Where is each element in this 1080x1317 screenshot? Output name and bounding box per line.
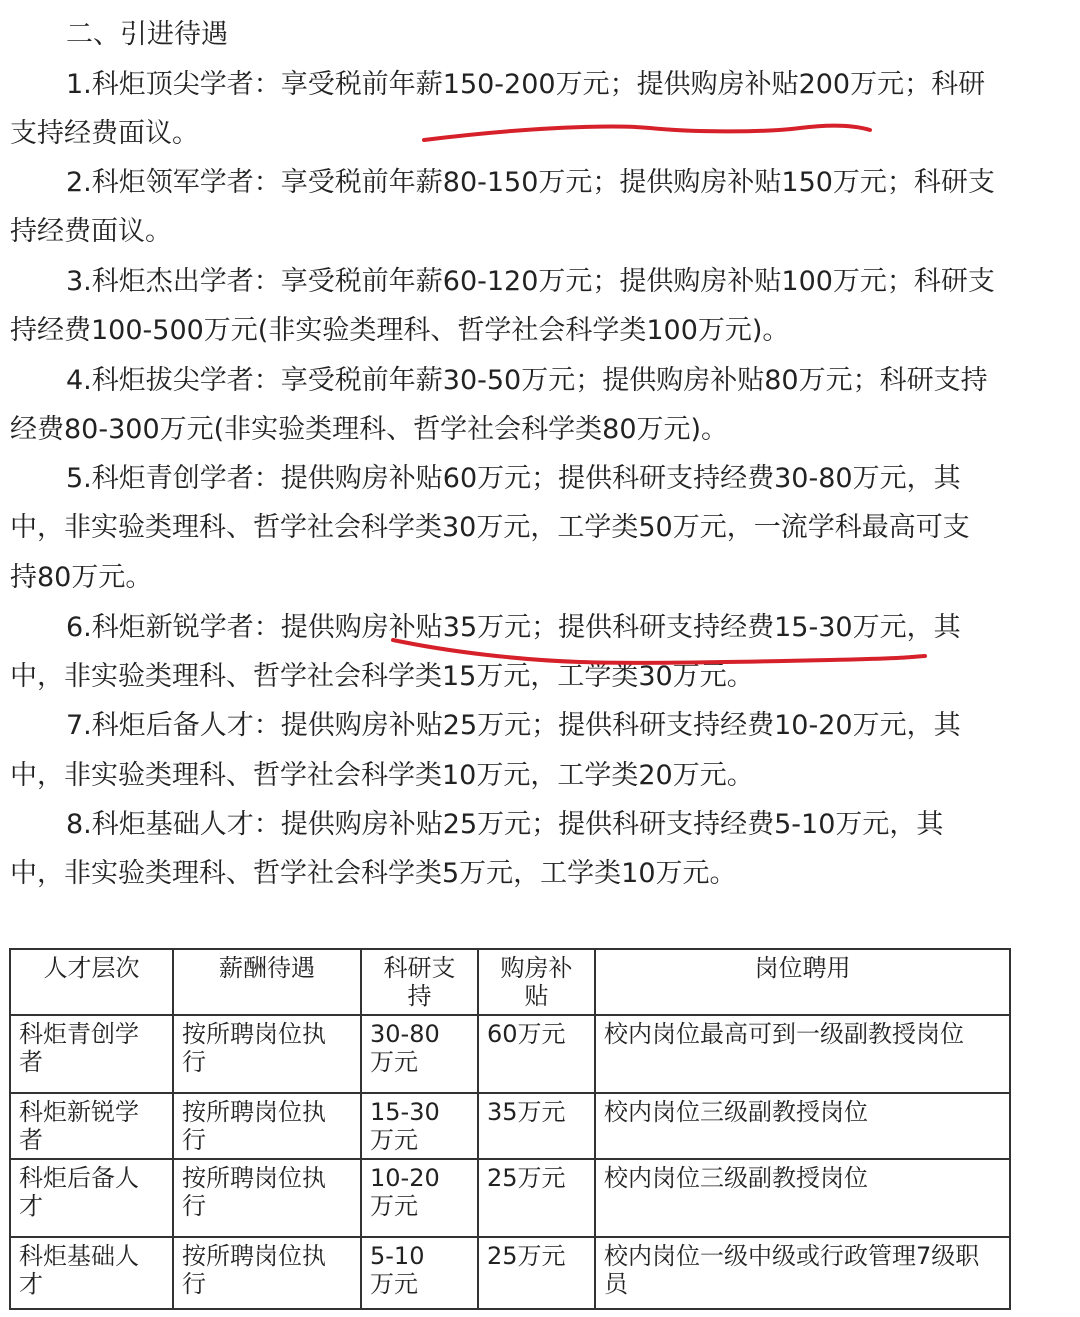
item-6-line-1: 6.科炬新锐学者：提供购房补贴35万元；提供科研支持经费15-30万元，其 — [66, 612, 961, 643]
table-cell: 25万元 — [478, 1159, 595, 1237]
item-4-line-1: 4.科炬拔尖学者：享受税前年薪30-50万元；提供购房补贴80万元；科研支持 — [66, 365, 988, 396]
table-cell: 校内岗位三级副教授岗位 — [595, 1093, 1010, 1159]
table-row — [10, 1015, 1010, 1093]
item-7-line-2: 中，非实验类理科、哲学社会科学类10万元，工学类20万元。 — [10, 760, 754, 791]
item-8-line-2: 中，非实验类理科、哲学社会科学类5万元，工学类10万元。 — [10, 858, 737, 889]
item-7-line-1: 7.科炬后备人才：提供购房补贴25万元；提供科研支持经费10-20万元，其 — [66, 710, 961, 741]
table-cell: 按所聘岗位执 行 — [173, 1093, 361, 1159]
item-2-line-1: 2.科炬领军学者：享受税前年薪80-150万元；提供购房补贴150万元；科研支 — [66, 167, 995, 198]
item-1-line-2: 支持经费面议。 — [10, 118, 199, 149]
table-cell: 60万元 — [478, 1015, 595, 1093]
section-title: 二、引进待遇 — [66, 19, 228, 50]
table-cell: 15-30 万元 — [361, 1093, 478, 1159]
item-2-line-2: 持经费面议。 — [10, 216, 172, 247]
table-row — [10, 1237, 1010, 1309]
table-cell: 30-80 万元 — [361, 1015, 478, 1093]
item-4-line-2: 经费80-300万元(非实验类理科、哲学社会科学类80万元)。 — [10, 414, 729, 445]
table-cell: 5-10 万元 — [361, 1237, 478, 1309]
talent-table — [9, 948, 1011, 1310]
red-underline-mark-1 — [424, 126, 870, 140]
item-8-line-1: 8.科炬基础人才：提供购房补贴25万元；提供科研支持经费5-10万元，其 — [66, 809, 944, 840]
table-cell: 校内岗位三级副教授岗位 — [595, 1159, 1010, 1237]
item-3-line-1: 3.科炬杰出学者：享受税前年薪60-120万元；提供购房补贴100万元；科研支 — [66, 266, 995, 297]
table-row — [10, 1093, 1010, 1159]
table-cell: 校内岗位最高可到一级副教授岗位 — [595, 1015, 1010, 1093]
table-header-row — [10, 949, 1010, 1015]
header-research-support: 科研支 持 — [361, 949, 478, 1015]
item-5-line-2: 中，非实验类理科、哲学社会科学类30万元，工学类50万元，一流学科最高可支 — [10, 512, 970, 543]
table-cell: 科炬基础人 才 — [10, 1237, 173, 1309]
item-6-line-2: 中，非实验类理科、哲学社会科学类15万元，工学类30万元。 — [10, 661, 754, 692]
header-housing-subsidy: 购房补 贴 — [478, 949, 595, 1015]
header-salary: 薪酬待遇 — [173, 949, 361, 1015]
header-talent-level: 人才层次 — [10, 949, 173, 1015]
table-cell: 科炬青创学 者 — [10, 1015, 173, 1093]
table-cell: 按所聘岗位执 行 — [173, 1237, 361, 1309]
table-cell: 校内岗位一级中级或行政管理7级职 员 — [595, 1237, 1010, 1309]
table-cell: 按所聘岗位执 行 — [173, 1159, 361, 1237]
table-row — [10, 1159, 1010, 1237]
table-cell: 科炬后备人 才 — [10, 1159, 173, 1237]
item-1-line-1: 1.科炬顶尖学者：享受税前年薪150-200万元；提供购房补贴200万元；科研 — [66, 69, 986, 100]
item-5-line-1: 5.科炬青创学者：提供购房补贴60万元；提供科研支持经费30-80万元，其 — [66, 463, 961, 494]
item-5-line-3: 持80万元。 — [10, 562, 153, 593]
table-cell: 按所聘岗位执 行 — [173, 1015, 361, 1093]
table-cell: 科炬新锐学 者 — [10, 1093, 173, 1159]
table-cell: 10-20 万元 — [361, 1159, 478, 1237]
header-position: 岗位聘用 — [595, 949, 1010, 1015]
item-3-line-2: 持经费100-500万元(非实验类理科、哲学社会科学类100万元)。 — [10, 315, 790, 346]
table-cell: 25万元 — [478, 1237, 595, 1309]
table-cell: 35万元 — [478, 1093, 595, 1159]
